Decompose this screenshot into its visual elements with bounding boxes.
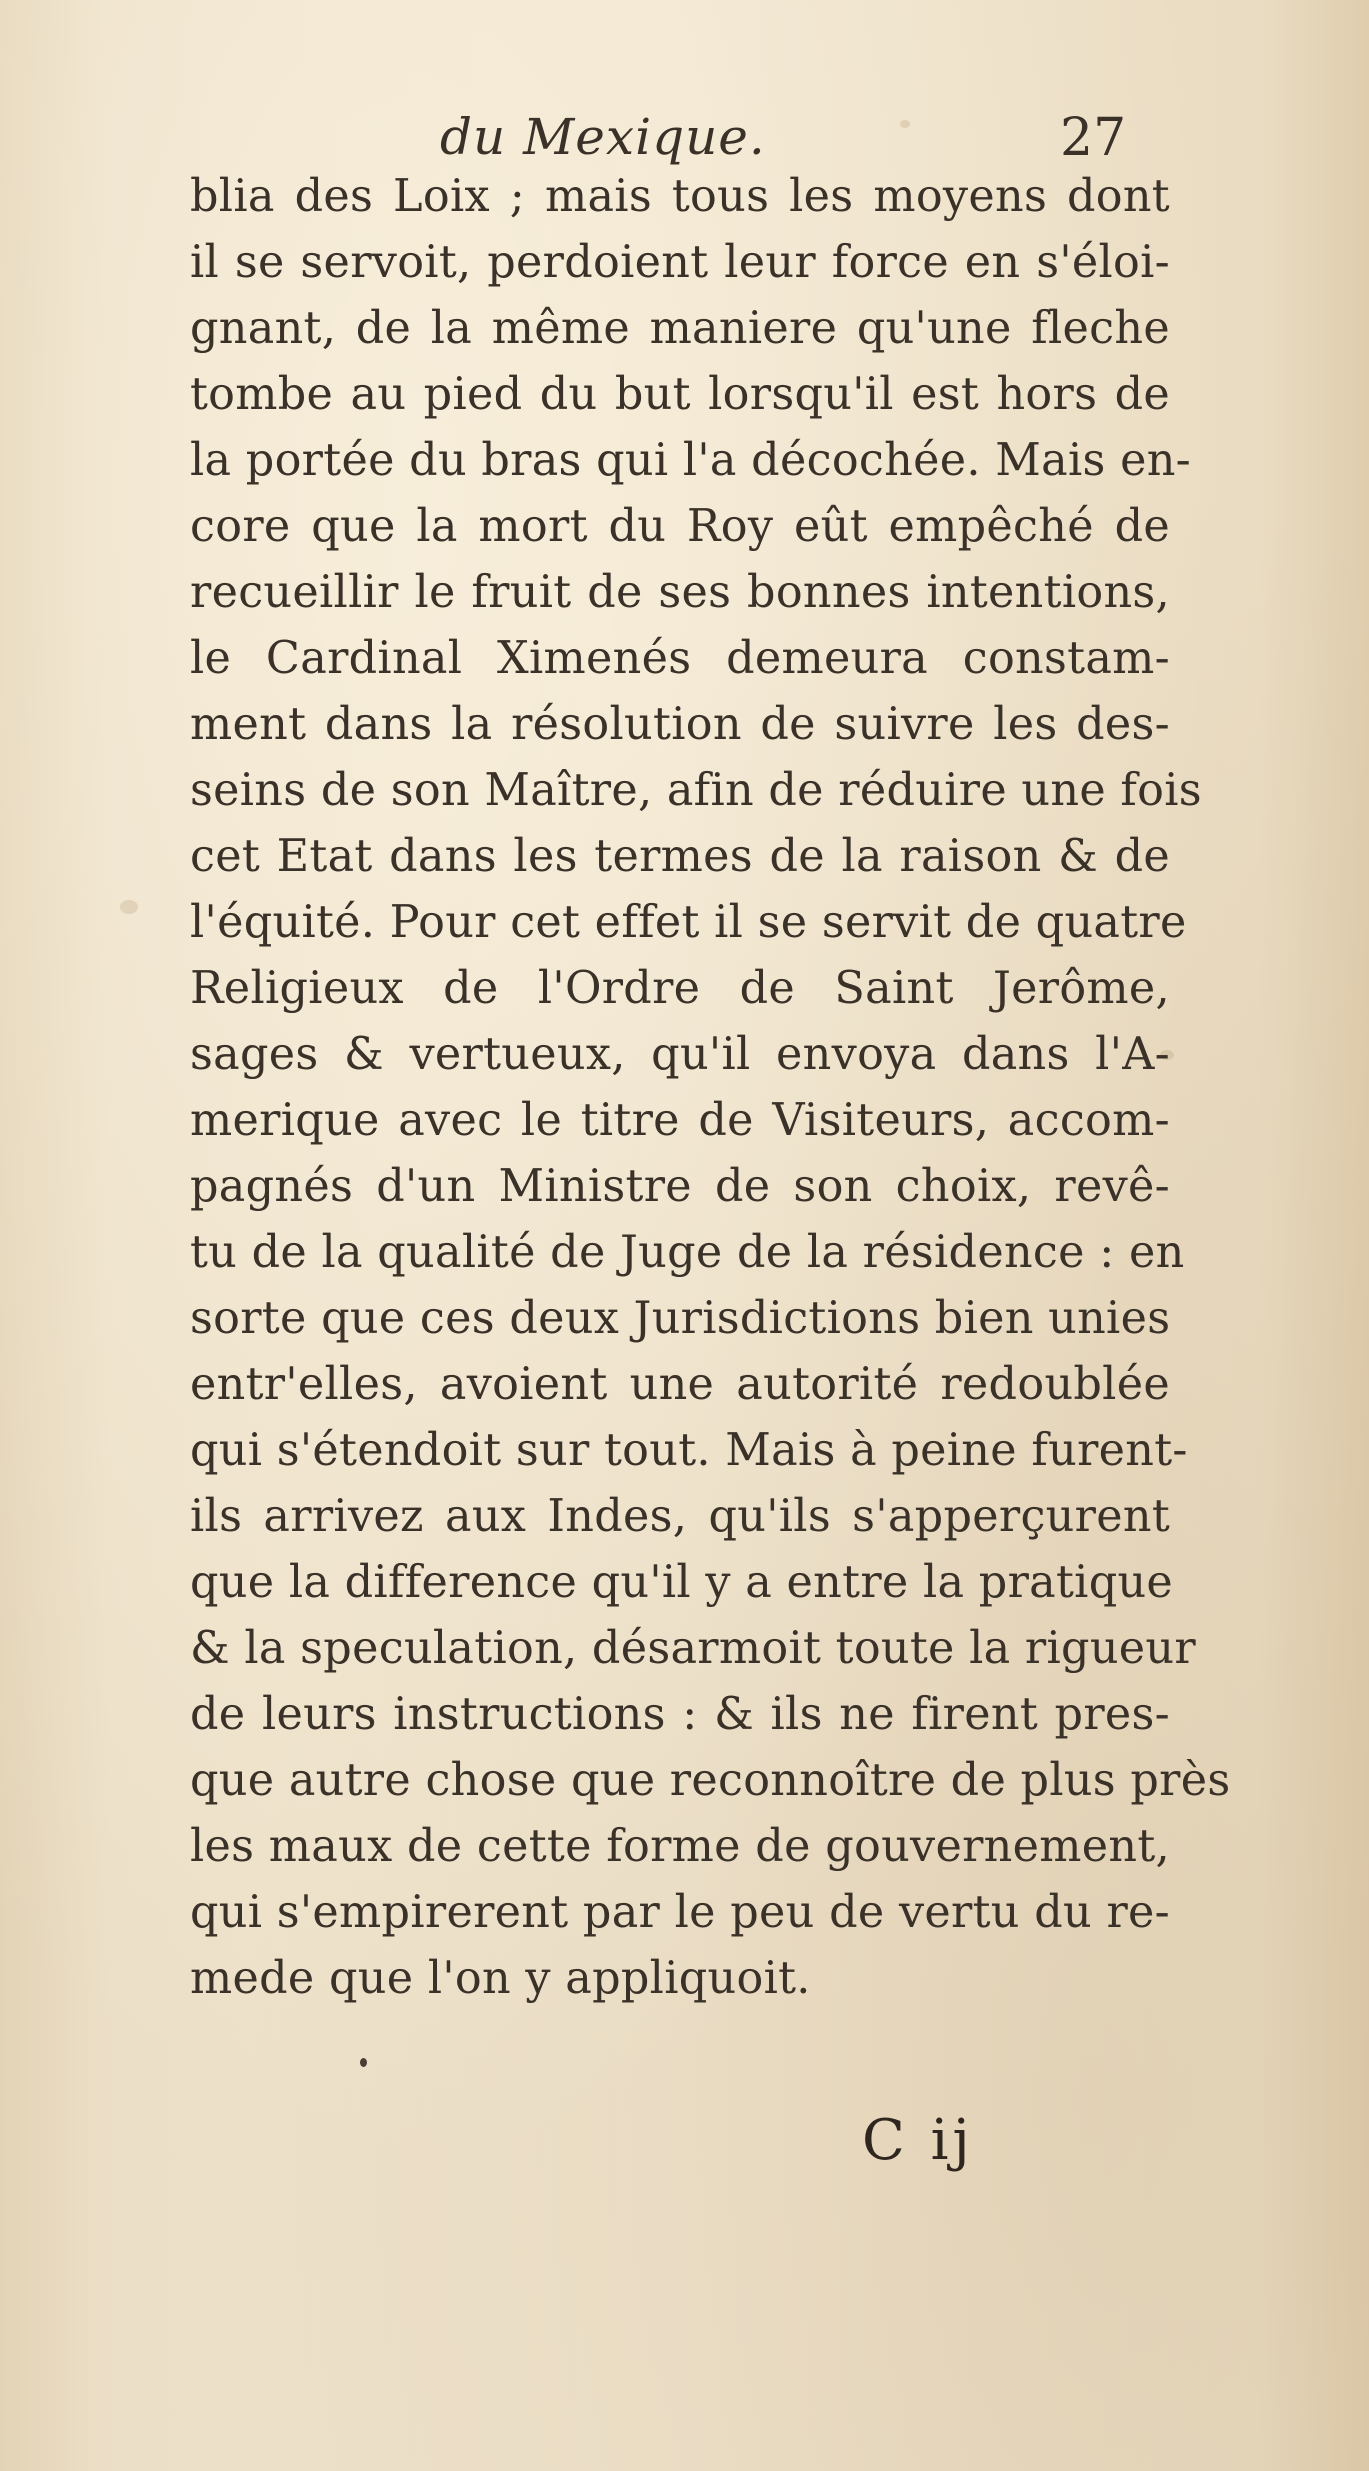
text-line: que autre chose que reconnoître de plus près — [190, 1755, 1231, 1806]
text-line: qui s'étendoit sur tout. Mais à peine furent- — [190, 1425, 1188, 1476]
text-line: core que la mort du Roy eût empêché de — [190, 501, 1170, 552]
text-line: & la speculation, désarmoit toute la rigueur — [190, 1623, 1196, 1674]
body-text — [190, 164, 1231, 2012]
text-line: la portée du bras qui l'a décochée. Mais en- — [190, 435, 1191, 486]
text-line: recueillir le fruit de ses bonnes intentions, — [190, 567, 1170, 618]
text-line: tu de la qualité de Juge de la résidence : en — [190, 1227, 1185, 1278]
text-line: mede que l'on y appliquoit. — [190, 1953, 811, 2004]
text-line: seins de son Maître, afin de réduire une fois — [190, 765, 1202, 816]
running-title: du Mexique. — [440, 108, 766, 166]
text-line: qui s'empirerent par le peu de vertu du re- — [190, 1887, 1170, 1938]
text-line: les maux de cette forme de gouvernement, — [190, 1821, 1170, 1872]
text-line: tombe au pied du but lorsqu'il est hors de — [190, 369, 1170, 420]
text-line: merique avec le titre de Visiteurs, accom- — [190, 1095, 1170, 1146]
page-number: 27 — [1060, 108, 1127, 168]
text-line: ment dans la résolution de suivre les des- — [190, 699, 1170, 750]
text-line: l'équité. Pour cet effet il se servit de quatre — [190, 897, 1187, 948]
text-line: blia des Loix ; mais tous les moyens dont — [190, 171, 1170, 222]
text-line: cet Etat dans les termes de la raison & de — [190, 831, 1170, 882]
text-line: gnant, de la même maniere qu'une fleche — [190, 303, 1170, 354]
text-line: pagnés d'un Ministre de son choix, revê- — [190, 1161, 1170, 1212]
text-line: que la difference qu'il y a entre la pratique — [190, 1557, 1174, 1608]
ink-mark — [360, 2058, 367, 2067]
signature-mark: C ij — [862, 2108, 974, 2173]
text-line: sorte que ces deux Jurisdictions bien unies — [190, 1293, 1171, 1344]
text-line: sages & vertueux, qu'il envoya dans l'A- — [190, 1029, 1170, 1080]
text-line: il se servoit, perdoient leur force en s'éloi- — [190, 237, 1170, 288]
text-line: de leurs instructions : & ils ne firent pres- — [190, 1689, 1170, 1740]
text-line: entr'elles, avoient une autorité redoublée — [190, 1359, 1170, 1410]
text-line: le Cardinal Ximenés demeura constam- — [190, 633, 1170, 684]
text-line: ils arrivez aux Indes, qu'ils s'apperçurent — [190, 1491, 1170, 1542]
text-line: Religieux de l'Ordre de Saint Jerôme, — [190, 963, 1170, 1014]
foxing-spot — [120, 900, 138, 914]
